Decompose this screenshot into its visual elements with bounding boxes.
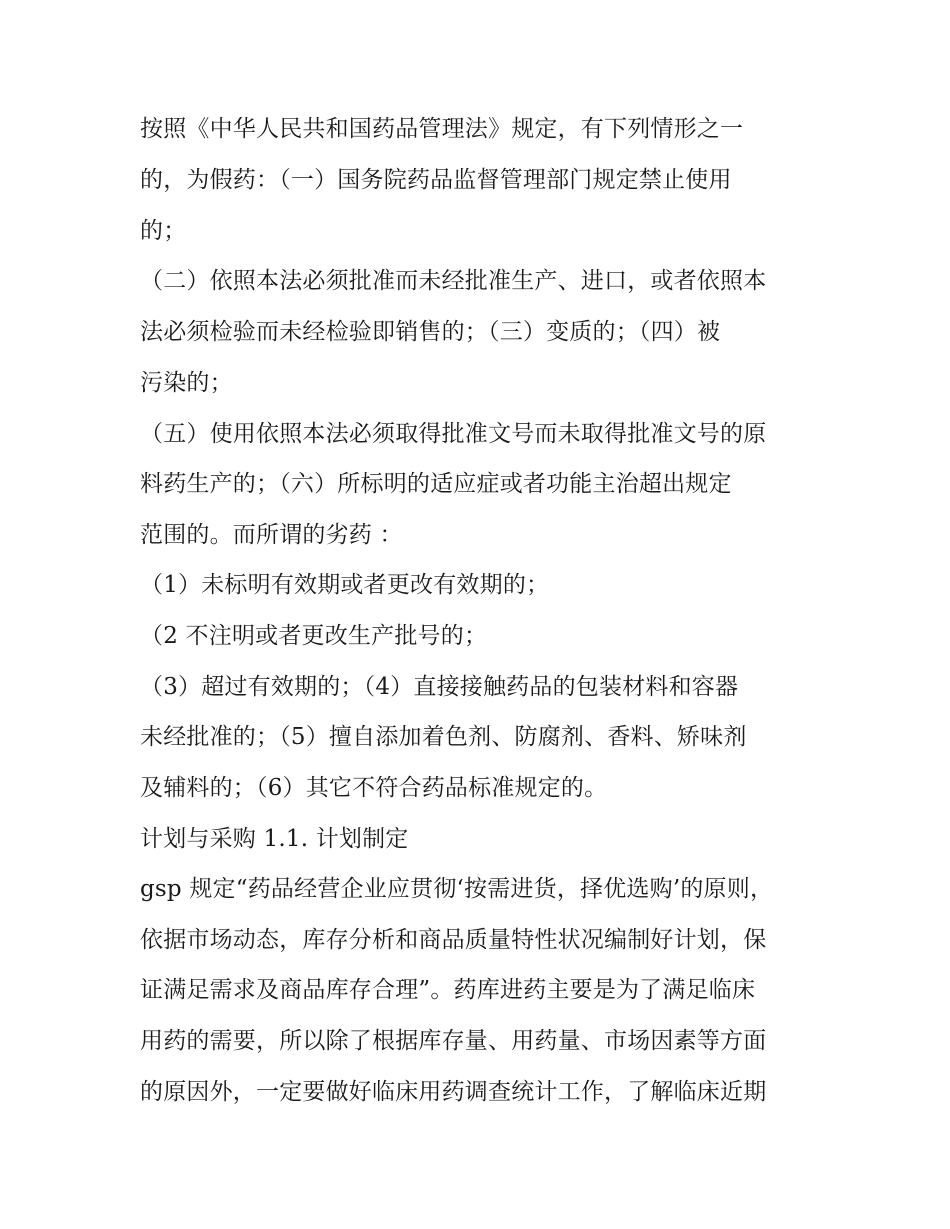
text-line: （二）依照本法必须批准而未经批准生产、进口，或者依照本 [140,268,767,294]
text-line: 未经批准的；（5）擅自添加着色剂、防腐剂、香料、矫味剂 [140,724,747,750]
list-item: （1）未标明有效期或者更改有效期的； [140,572,550,598]
text-line: 的； [140,218,187,244]
text-line: 用药的需要，所以除了根据库存量、用药量、市场因素等方面 [140,1028,767,1054]
text-line: （五）使用依照本法必须取得批准文号而未取得批准文号的原 [140,421,767,447]
text-line: 及辅料的；（6）其它不符合药品标准规定的。 [140,775,608,801]
text-line: 法必须检验而未经检验即销售的；（三）变质的；（四）被 [140,319,721,345]
text-line: 污染的； [140,370,233,396]
text-line: 按照《中华人民共和国药品管理法》规定，有下列情形之一 [140,116,744,142]
text-line: 的，为假药：（一）国务院药品监督管理部门规定禁止使用 [140,167,732,193]
list-item: （2 不注明或者更改生产批号的； [140,623,488,649]
section-heading: 计划与采购 1.1. 计划制定 [140,826,409,852]
text-line: 范围的。而所谓的劣药 ： [140,522,403,548]
text-line: 依据市场动态，库存分析和商品质量特性状况编制好计划，保 [140,927,767,953]
text-line: 料药生产的；（六）所标明的适应症或者功能主治超出规定 [140,471,732,497]
text-line: 的原因外，一定要做好临床用药调查统计工作，了解临床近期 [140,1079,767,1105]
text-line: 证满足需求及商品库存合理”。药库进药主要是为了满足临床 [140,977,756,1003]
text-line: gsp 规定“药品经营企业应贯彻‘按需进货，择优选购’的原则， [140,876,774,902]
list-item: （3）超过有效期的；（4）直接接触药品的包装材料和容器 [140,674,739,700]
